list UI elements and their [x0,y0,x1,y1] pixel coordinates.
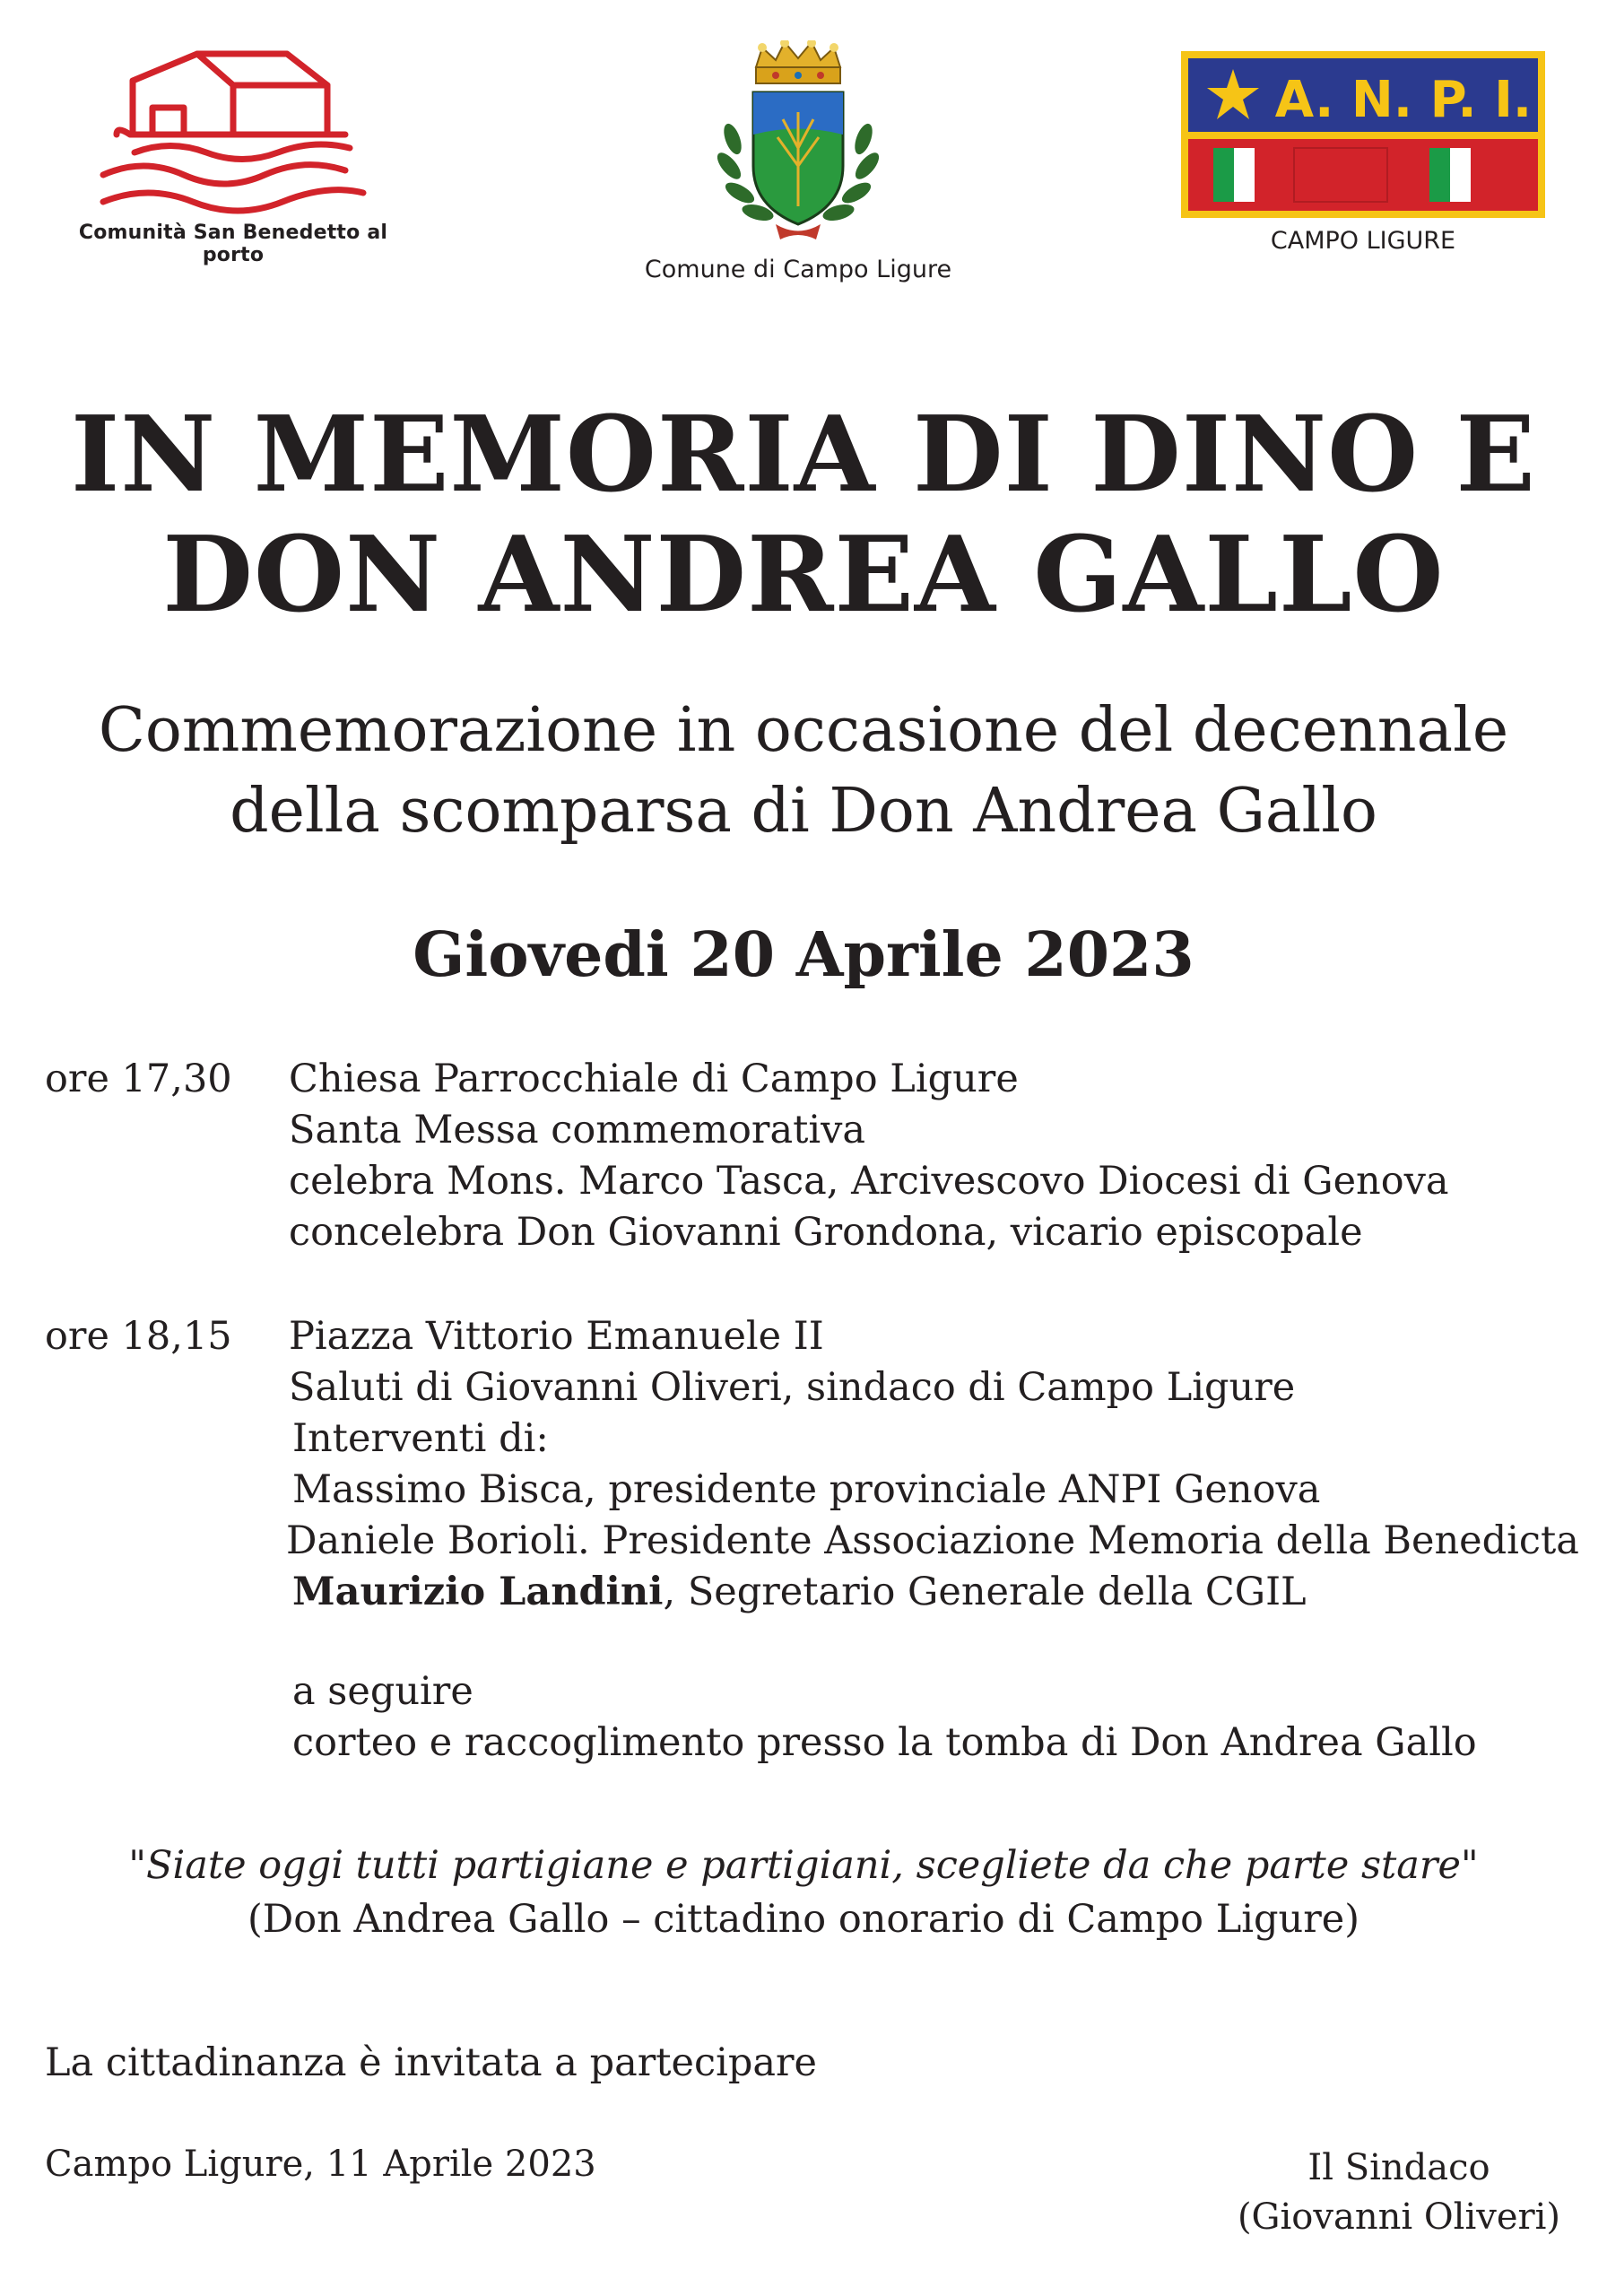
signature-name: (Giovanni Oliveri) [1237,2196,1561,2238]
invitation-text: La cittadinanza è invitata a partecipare [45,2040,818,2085]
anpi-logo [1179,49,1547,265]
comune-campo-ligure-logo [619,40,977,291]
schedule-time: ore 18,15 [45,1314,232,1359]
following-details [289,1666,1477,1769]
schedule-line: Daniele Borioli. Presidente Associazione Memoria della Benedicta [286,1518,1579,1563]
schedule-line: Santa Messa commemorativa [289,1108,866,1152]
schedule-line [289,1567,1579,1618]
signature-role: Il Sindaco [1307,2147,1490,2188]
boat-house-icon [99,49,368,215]
schedule-line: Piazza Vittorio Emanuele II [289,1314,824,1359]
subtitle-line-2: della scomparsa di Don Andrea Gallo [230,776,1377,847]
anpi-logo-text: A. N. P. I. [1274,71,1533,129]
page-title [0,395,1607,635]
right-logo-caption: CAMPO LIGURE [1270,227,1456,255]
following-line: a seguire [292,1669,473,1714]
event-date: Giovedi 20 Aprile 2023 [413,919,1194,991]
title-line-2: DON ANDREA GALLO [162,514,1445,636]
quote-attribution: (Don Andrea Gallo – cittadino onorario di Campo Ligure) [247,1897,1360,1942]
schedule-details [286,1311,1579,1618]
schedule-line: Massimo Bisca, presidente provinciale ANPI Genova [292,1467,1321,1512]
schedule-details [289,1054,1449,1258]
coat-of-arms-icon [713,40,883,247]
comunita-san-benedetto-logo [54,49,413,265]
place-date: Campo Ligure, 11 Aprile 2023 [45,2144,596,2185]
anpi-badge-icon [1179,49,1547,220]
schedule-line: celebra Mons. Marco Tasca, Arcivescovo Diocesi di Genova [289,1159,1449,1204]
center-logo-caption: Comune di Campo Ligure [644,256,952,283]
speaker-role: , Segretario Generale della CGIL [663,1570,1307,1614]
quote: "Siate oggi tutti partigiane e partigiani, scegliete da che parte stare" [128,1843,1479,1888]
schedule-line: Saluti di Giovanni Oliveri, sindaco di Campo Ligure [289,1365,1296,1410]
title-line-1: IN MEMORIA DI DINO E [71,394,1536,516]
schedule-line: Chiesa Parrocchiale di Campo Ligure [289,1057,1019,1101]
speaker-name: Maurizio Landini [292,1570,664,1614]
signature [1229,2144,1569,2242]
following-line: corteo e raccoglimento presso la tomba di Don Andrea Gallo [292,1720,1477,1765]
subtitle [0,691,1607,852]
subtitle-line-1: Commemorazione in occasione del decennale [98,695,1509,766]
left-logo-caption: Comunità San Benedetto al porto [78,222,388,266]
schedule-line: concelebra Don Giovanni Grondona, vicario episcopale [289,1210,1363,1255]
schedule-time: ore 17,30 [45,1057,232,1101]
schedule-line: Interventi di: [292,1416,549,1461]
